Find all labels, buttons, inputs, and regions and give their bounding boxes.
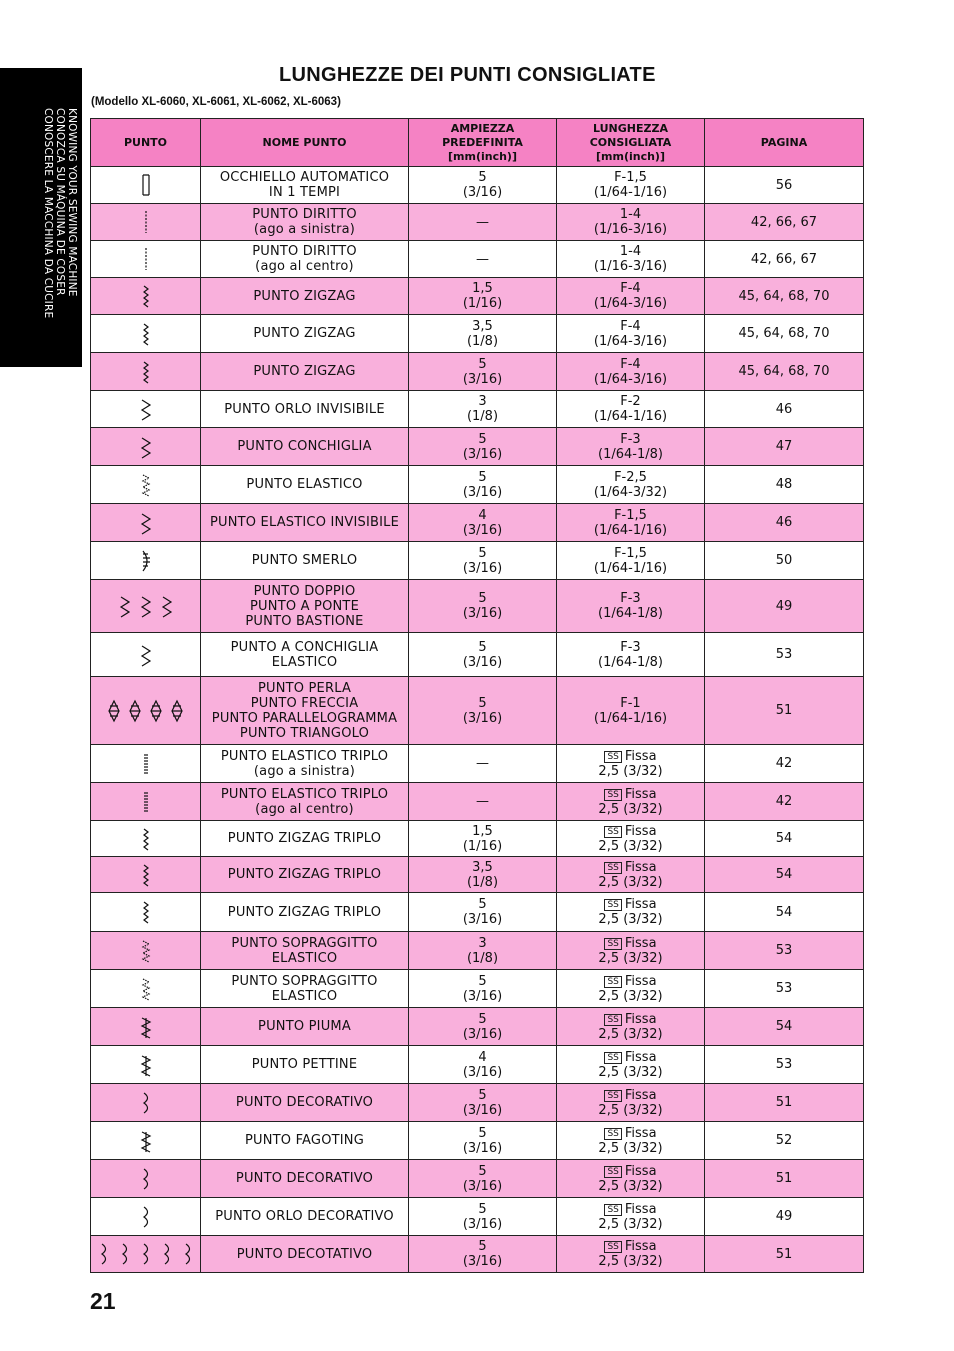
table-row bbox=[91, 932, 864, 970]
page-reference: 49 bbox=[705, 580, 864, 633]
table-row bbox=[91, 580, 864, 633]
table-row bbox=[91, 1046, 864, 1084]
stitch-name: PUNTO SMERLO bbox=[201, 542, 409, 580]
recommended-length: SS Fissa 2,5 (3/32) bbox=[557, 1198, 705, 1236]
page-reference: 51 bbox=[705, 1084, 864, 1122]
default-width: 5 (3/16) bbox=[409, 677, 557, 745]
default-width: 3 (1/8) bbox=[409, 932, 557, 970]
recommended-length: F-1,5 (1/64-1/16) bbox=[557, 504, 705, 542]
stitch-name: PUNTO ELASTICO INVISIBILE bbox=[201, 504, 409, 542]
table-row bbox=[91, 745, 864, 783]
table-row bbox=[91, 542, 864, 580]
stitch-name: PUNTO DECORATIVO bbox=[201, 1160, 409, 1198]
decorative-stitch-icon bbox=[140, 1090, 152, 1116]
default-width: 5 (3/16) bbox=[409, 633, 557, 677]
default-width: 4 (3/16) bbox=[409, 1046, 557, 1084]
recommended-length: 1-4 (1/16-3/16) bbox=[557, 204, 705, 241]
stitch-icon-cell bbox=[91, 1008, 201, 1046]
stitch-name: PUNTO PETTINE bbox=[201, 1046, 409, 1084]
elastic-overcast-narrow-icon bbox=[140, 938, 152, 964]
model-subtitle: (Modello XL-6060, XL-6061, XL-6062, XL-6063) bbox=[91, 96, 341, 108]
stitch-name: PUNTO DECOTATIVO bbox=[201, 1236, 409, 1273]
page-title: LUNGHEZZE DEI PUNTI CONSIGLIATE bbox=[279, 64, 656, 86]
recommended-length: 1-4 (1/16-3/16) bbox=[557, 241, 705, 278]
stitch-icon-cell bbox=[91, 542, 201, 580]
default-width: — bbox=[409, 745, 557, 783]
table-row bbox=[91, 633, 864, 677]
stitch-icon-cell bbox=[91, 315, 201, 353]
table-row bbox=[91, 504, 864, 542]
page-reference: 46 bbox=[705, 504, 864, 542]
ss-badge: SS bbox=[604, 1052, 621, 1064]
double-stitch-icon bbox=[119, 593, 131, 619]
default-width: 5 (3/16) bbox=[409, 167, 557, 204]
stitch-name: OCCHIELLO AUTOMATICO IN 1 TEMPI bbox=[201, 167, 409, 204]
stitch-name: PUNTO DOPPIO PUNTO A PONTE PUNTO BASTIONE bbox=[201, 580, 409, 633]
decorative-stitch-c-icon bbox=[140, 1241, 152, 1267]
page-reference: 54 bbox=[705, 1008, 864, 1046]
page-reference: 53 bbox=[705, 932, 864, 970]
scallop-stitch-icon bbox=[140, 548, 152, 574]
default-width: 5 (3/16) bbox=[409, 893, 557, 932]
elastic-shell-stitch-icon bbox=[140, 642, 152, 668]
default-width: 5 (3/16) bbox=[409, 1198, 557, 1236]
arrow-stitch-icon bbox=[129, 698, 141, 724]
triangle-stitch-icon bbox=[171, 698, 183, 724]
default-width: — bbox=[409, 204, 557, 241]
default-width: — bbox=[409, 241, 557, 278]
ss-badge: SS bbox=[604, 938, 621, 950]
side-tab-text bbox=[42, 108, 78, 318]
header-punto: PUNTO bbox=[91, 119, 201, 167]
stitch-icon-cell bbox=[91, 1046, 201, 1084]
page-reference: 51 bbox=[705, 677, 864, 745]
default-width: 3,5 (1/8) bbox=[409, 857, 557, 893]
page-reference: 54 bbox=[705, 821, 864, 857]
default-width: 5 (3/16) bbox=[409, 1008, 557, 1046]
stitch-name: PUNTO ZIGZAG TRIPLO bbox=[201, 821, 409, 857]
zigzag-narrow-icon bbox=[140, 283, 152, 309]
stitch-icon-cell bbox=[91, 428, 201, 466]
stitch-name: PUNTO ZIGZAG bbox=[201, 278, 409, 315]
stitch-name: PUNTO ZIGZAG bbox=[201, 353, 409, 391]
recommended-length: SS Fissa 2,5 (3/32) bbox=[557, 783, 705, 821]
stitch-name: PUNTO ORLO DECORATIVO bbox=[201, 1198, 409, 1236]
header-lunghezza: LUNGHEZZA CONSIGLIATA [mm(inch)] bbox=[557, 119, 705, 167]
stitch-icon-cell bbox=[91, 580, 201, 633]
page-reference: 52 bbox=[705, 1122, 864, 1160]
ss-badge: SS bbox=[604, 899, 621, 911]
decorative-stitch-d-icon bbox=[161, 1241, 173, 1267]
default-width: 3 (1/8) bbox=[409, 391, 557, 428]
stitch-name: PUNTO ZIGZAG TRIPLO bbox=[201, 893, 409, 932]
recommended-length: SS Fissa 2,5 (3/32) bbox=[557, 932, 705, 970]
elastic-blind-hem-icon bbox=[140, 510, 152, 536]
header-pagina: PAGINA bbox=[705, 119, 864, 167]
table-row bbox=[91, 1122, 864, 1160]
table-row bbox=[91, 1008, 864, 1046]
fagoting-stitch-icon bbox=[140, 1128, 152, 1154]
table-row bbox=[91, 783, 864, 821]
page-reference: 53 bbox=[705, 1046, 864, 1084]
recommended-length: SS Fissa 2,5 (3/32) bbox=[557, 1236, 705, 1273]
bridge-stitch-icon bbox=[140, 593, 152, 619]
recommended-length: F-1,5 (1/64-1/16) bbox=[557, 167, 705, 204]
stitch-icon-cell bbox=[91, 278, 201, 315]
ss-badge: SS bbox=[604, 1241, 621, 1253]
stitch-name: PUNTO SOPRAGGITTO ELASTICO bbox=[201, 970, 409, 1008]
page-reference: 54 bbox=[705, 857, 864, 893]
recommended-length: SS Fissa 2,5 (3/32) bbox=[557, 1160, 705, 1198]
elastic-stitch-icon bbox=[140, 472, 152, 498]
default-width: 5 (3/16) bbox=[409, 1236, 557, 1273]
recommended-length: F-4 (1/64-3/16) bbox=[557, 315, 705, 353]
bead-stitch-icon bbox=[108, 698, 120, 724]
recommended-length: SS Fissa 2,5 (3/32) bbox=[557, 821, 705, 857]
page-reference: 42 bbox=[705, 783, 864, 821]
decorative-stitch-a-icon bbox=[98, 1241, 110, 1267]
stitch-icon-cell bbox=[91, 1084, 201, 1122]
stitch-name: PUNTO ELASTICO TRIPLO (ago a sinistra) bbox=[201, 745, 409, 783]
table-row bbox=[91, 1198, 864, 1236]
page-reference: 45, 64, 68, 70 bbox=[705, 315, 864, 353]
table-header-row bbox=[91, 119, 864, 167]
recommended-length: F-3 (1/64-1/8) bbox=[557, 633, 705, 677]
stitch-icon-cell bbox=[91, 893, 201, 932]
ss-badge: SS bbox=[604, 751, 621, 763]
table-row bbox=[91, 1160, 864, 1198]
page-reference: 53 bbox=[705, 970, 864, 1008]
page-reference: 54 bbox=[705, 893, 864, 932]
page-reference: 53 bbox=[705, 633, 864, 677]
stitch-icon-cell bbox=[91, 241, 201, 278]
triple-stretch-left-icon bbox=[140, 751, 152, 777]
default-width: 1,5 (1/16) bbox=[409, 821, 557, 857]
page-reference: 42, 66, 67 bbox=[705, 241, 864, 278]
stitch-icon-cell bbox=[91, 167, 201, 204]
stitch-length-table bbox=[90, 118, 864, 1273]
ss-badge: SS bbox=[604, 1014, 621, 1026]
parallelogram-stitch-icon bbox=[150, 698, 162, 724]
table-row bbox=[91, 893, 864, 932]
stitch-name: PUNTO CONCHIGLIA bbox=[201, 428, 409, 466]
stitch-icon-cell bbox=[91, 783, 201, 821]
page-reference: 48 bbox=[705, 466, 864, 504]
default-width: 5 (3/16) bbox=[409, 353, 557, 391]
straight-stitch-left-icon bbox=[140, 209, 152, 235]
stitch-name: PUNTO ORLO INVISIBILE bbox=[201, 391, 409, 428]
side-tab-line: KNOWING YOUR SEWING MACHINE bbox=[66, 108, 78, 297]
comb-stitch-icon bbox=[140, 1052, 152, 1078]
decorative-stitch-b-icon bbox=[119, 1241, 131, 1267]
table-row bbox=[91, 315, 864, 353]
stitch-icon-cell bbox=[91, 466, 201, 504]
recommended-length: F-3 (1/64-1/8) bbox=[557, 428, 705, 466]
table-row bbox=[91, 278, 864, 315]
stitch-name: PUNTO PIUMA bbox=[201, 1008, 409, 1046]
default-width: 1,5 (1/16) bbox=[409, 278, 557, 315]
zigzag-wide-icon bbox=[140, 359, 152, 385]
table-row bbox=[91, 167, 864, 204]
stitch-icon-cell bbox=[91, 745, 201, 783]
page-number: 21 bbox=[90, 1288, 116, 1314]
stitch-icon-cell bbox=[91, 821, 201, 857]
recommended-length: SS Fissa 2,5 (3/32) bbox=[557, 857, 705, 893]
header-nome-punto: NOME PUNTO bbox=[201, 119, 409, 167]
table-row bbox=[91, 466, 864, 504]
recommended-length: SS Fissa 2,5 (3/32) bbox=[557, 1008, 705, 1046]
ss-badge: SS bbox=[604, 1090, 621, 1102]
default-width: 5 (3/16) bbox=[409, 970, 557, 1008]
stitch-icon-cell bbox=[91, 932, 201, 970]
page-reference: 51 bbox=[705, 1160, 864, 1198]
stitch-icon-cell bbox=[91, 1198, 201, 1236]
page-reference: 49 bbox=[705, 1198, 864, 1236]
stitch-icon-cell bbox=[91, 857, 201, 893]
stitch-name: PUNTO PERLA PUNTO FRECCIA PUNTO PARALLELOGRAMMA PUNTO TRIANGOLO bbox=[201, 677, 409, 745]
stitch-name: PUNTO ZIGZAG bbox=[201, 315, 409, 353]
ss-badge: SS bbox=[604, 1128, 621, 1140]
table-row bbox=[91, 241, 864, 278]
stitch-icon-cell bbox=[91, 970, 201, 1008]
table-row bbox=[91, 204, 864, 241]
default-width: 3,5 (1/8) bbox=[409, 315, 557, 353]
default-width: — bbox=[409, 783, 557, 821]
page-reference: 45, 64, 68, 70 bbox=[705, 353, 864, 391]
side-tab-line: CONOSCERE LA MACCHINA DA CUCIRE bbox=[42, 108, 54, 319]
decorative-hem-stitch-icon bbox=[140, 1204, 152, 1230]
stitch-icon-cell bbox=[91, 204, 201, 241]
ss-badge: SS bbox=[604, 976, 621, 988]
header-ampiezza: AMPIEZZA PREDEFINITA [mm(inch)] bbox=[409, 119, 557, 167]
recommended-length: SS Fissa 2,5 (3/32) bbox=[557, 1122, 705, 1160]
stitch-icon-cell bbox=[91, 633, 201, 677]
decorative-stitch-e-icon bbox=[182, 1241, 194, 1267]
recommended-length: F-1,5 (1/64-1/16) bbox=[557, 542, 705, 580]
page-reference: 56 bbox=[705, 167, 864, 204]
recommended-length: SS Fissa 2,5 (3/32) bbox=[557, 745, 705, 783]
table-row bbox=[91, 821, 864, 857]
default-width: 4 (3/16) bbox=[409, 504, 557, 542]
default-width: 5 (3/16) bbox=[409, 1122, 557, 1160]
shell-stitch-icon bbox=[140, 434, 152, 460]
feather-stitch-icon bbox=[140, 1014, 152, 1040]
stitch-name: PUNTO SOPRAGGITTO ELASTICO bbox=[201, 932, 409, 970]
recommended-length: F-4 (1/64-3/16) bbox=[557, 278, 705, 315]
stitch-name: PUNTO DIRITTO (ago a sinistra) bbox=[201, 204, 409, 241]
triple-stretch-center-icon bbox=[140, 789, 152, 815]
stitch-name: PUNTO A CONCHIGLIA ELASTICO bbox=[201, 633, 409, 677]
stitch-icon-cell bbox=[91, 1236, 201, 1273]
zigzag-medium-icon bbox=[140, 321, 152, 347]
stitch-name: PUNTO DIRITTO (ago al centro) bbox=[201, 241, 409, 278]
default-width: 5 (3/16) bbox=[409, 542, 557, 580]
page-reference: 50 bbox=[705, 542, 864, 580]
recommended-length: SS Fissa 2,5 (3/32) bbox=[557, 1084, 705, 1122]
recommended-length: SS Fissa 2,5 (3/32) bbox=[557, 893, 705, 932]
stitch-icon-cell bbox=[91, 1160, 201, 1198]
bastion-stitch-icon bbox=[161, 593, 173, 619]
default-width: 5 (3/16) bbox=[409, 1160, 557, 1198]
stitch-name: PUNTO ZIGZAG TRIPLO bbox=[201, 857, 409, 893]
page-reference: 42, 66, 67 bbox=[705, 204, 864, 241]
blind-hem-stitch-icon bbox=[140, 396, 152, 422]
stitch-icon-cell bbox=[91, 391, 201, 428]
straight-stitch-center-icon bbox=[140, 246, 152, 272]
page-reference: 42 bbox=[705, 745, 864, 783]
recommended-length: SS Fissa 2,5 (3/32) bbox=[557, 970, 705, 1008]
elastic-overcast-wide-icon bbox=[140, 976, 152, 1002]
table-row bbox=[91, 391, 864, 428]
ss-badge: SS bbox=[604, 789, 621, 801]
ss-badge: SS bbox=[604, 1204, 621, 1216]
stitch-name: PUNTO FAGOTING bbox=[201, 1122, 409, 1160]
ss-badge: SS bbox=[604, 1166, 621, 1178]
recommended-length: F-4 (1/64-3/16) bbox=[557, 353, 705, 391]
triple-zigzag-wide-icon bbox=[140, 899, 152, 925]
stitch-name: PUNTO DECORATIVO bbox=[201, 1084, 409, 1122]
table-row bbox=[91, 857, 864, 893]
table-row bbox=[91, 1084, 864, 1122]
page-reference: 46 bbox=[705, 391, 864, 428]
page-reference: 51 bbox=[705, 1236, 864, 1273]
page-reference: 45, 64, 68, 70 bbox=[705, 278, 864, 315]
side-tab-line: CONOZCA SU MÁQUINA DE COSER bbox=[54, 108, 66, 296]
stitch-icon-cell bbox=[91, 353, 201, 391]
default-width: 5 (3/16) bbox=[409, 1084, 557, 1122]
table-row bbox=[91, 353, 864, 391]
recommended-length: F-2,5 (1/64-3/32) bbox=[557, 466, 705, 504]
ss-badge: SS bbox=[604, 826, 621, 838]
recommended-length: SS Fissa 2,5 (3/32) bbox=[557, 1046, 705, 1084]
buttonhole-stitch-icon bbox=[140, 172, 152, 198]
ss-badge: SS bbox=[604, 862, 621, 874]
recommended-length: F-1 (1/64-1/16) bbox=[557, 677, 705, 745]
triple-zigzag-medium-icon bbox=[140, 862, 152, 888]
stitch-icon-cell bbox=[91, 1122, 201, 1160]
recommended-length: F-2 (1/64-1/16) bbox=[557, 391, 705, 428]
table-row bbox=[91, 1236, 864, 1273]
page-reference: 47 bbox=[705, 428, 864, 466]
table-row bbox=[91, 677, 864, 745]
decorative-chain-stitch-icon bbox=[140, 1166, 152, 1192]
default-width: 5 (3/16) bbox=[409, 466, 557, 504]
default-width: 5 (3/16) bbox=[409, 580, 557, 633]
stitch-icon-cell bbox=[91, 504, 201, 542]
table-row bbox=[91, 970, 864, 1008]
stitch-icon-cell bbox=[91, 677, 201, 745]
triple-zigzag-narrow-icon bbox=[140, 826, 152, 852]
table-row bbox=[91, 428, 864, 466]
stitch-name: PUNTO ELASTICO TRIPLO (ago al centro) bbox=[201, 783, 409, 821]
recommended-length: F-3 (1/64-1/8) bbox=[557, 580, 705, 633]
stitch-name: PUNTO ELASTICO bbox=[201, 466, 409, 504]
default-width: 5 (3/16) bbox=[409, 428, 557, 466]
